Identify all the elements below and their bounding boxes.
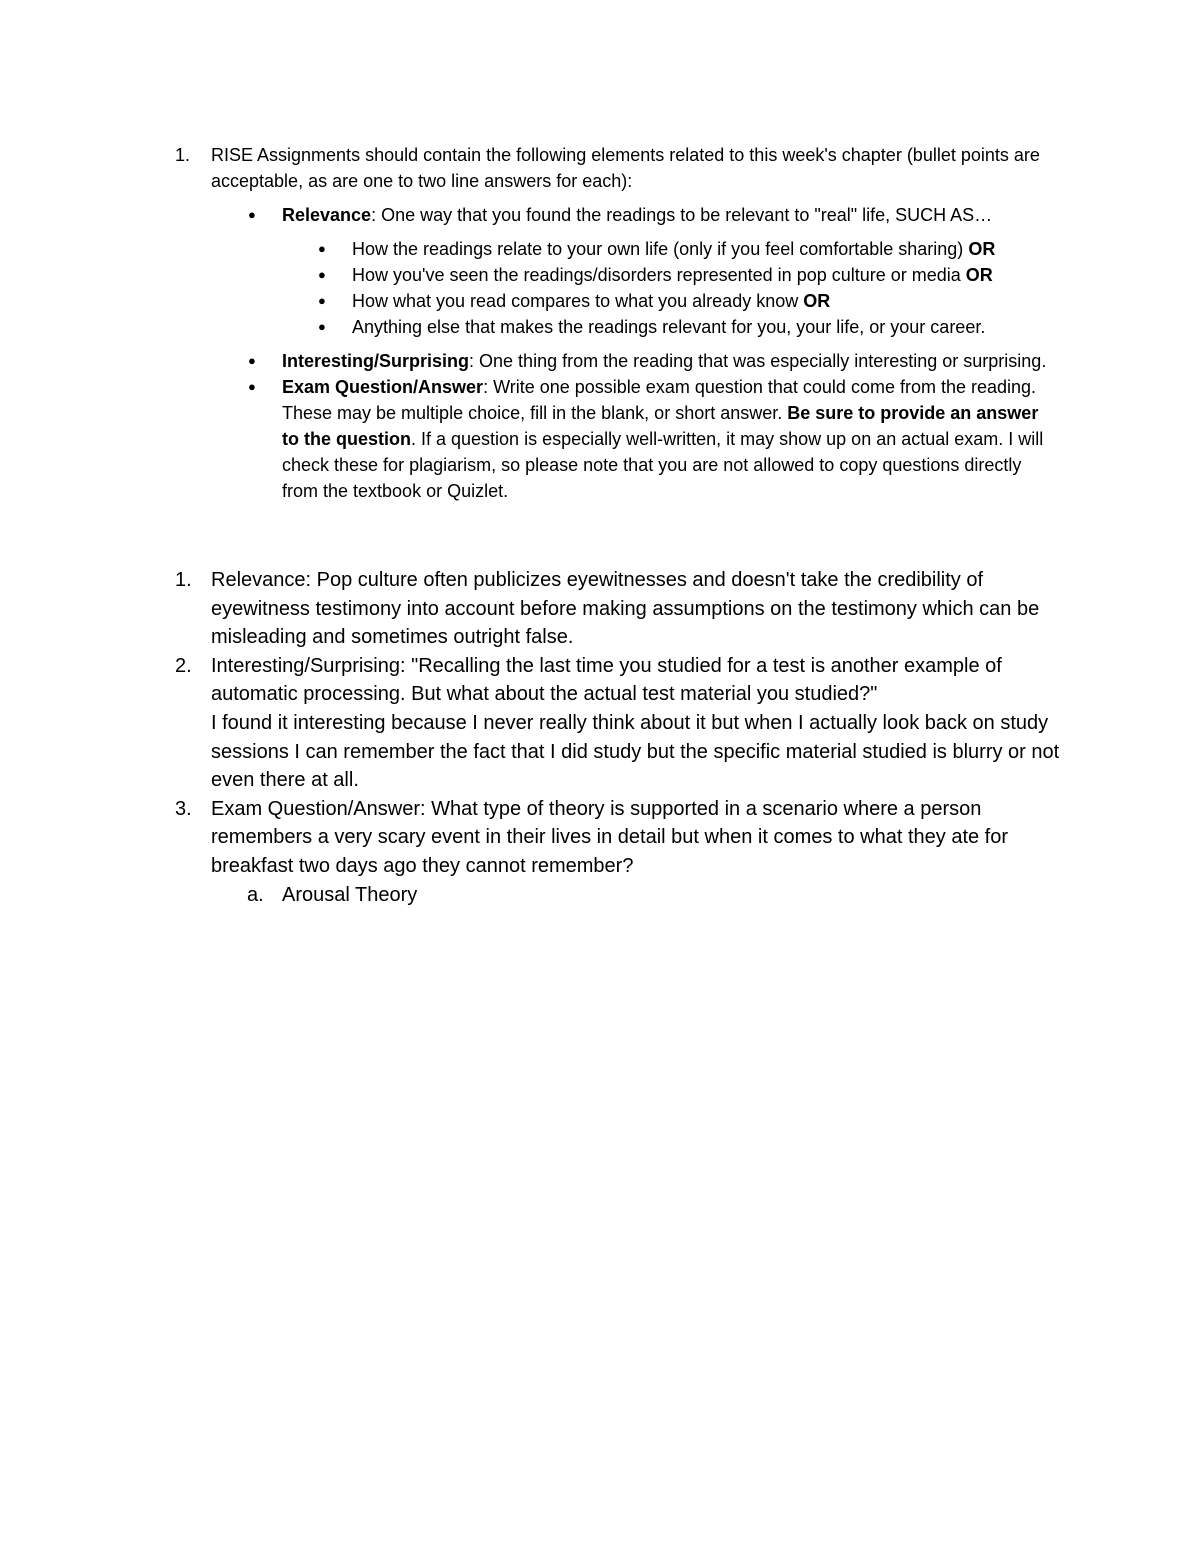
relevance-text: : One way that you found the readings to be relevant to "real" life, SUCH AS…: [371, 205, 993, 225]
student-answers: [0, 566, 1200, 909]
bullet-icon: ●: [318, 267, 326, 282]
answer-item-exam: [0, 795, 1200, 881]
sub-bullet-text: How the readings relate to your own life (only if you feel comfortable sharing): [352, 239, 969, 259]
bullet-exam: [0, 374, 1200, 504]
assignment-instructions: [0, 142, 1200, 504]
sub-bullet: [0, 262, 1200, 288]
list-number: 3.: [175, 797, 192, 820]
sub-bullet-or: OR: [965, 265, 993, 285]
answer-item-interesting: [0, 652, 1200, 795]
exam-text-continued: . If a question is especially well-written, it may show up on an actual exam. I will check these for plagiarism, so please note that you are not allowed to copy questions directly from the textbook or Quizlet.: [282, 429, 1044, 501]
bullet-interesting: [0, 348, 1200, 374]
sub-bullet: [0, 288, 1200, 314]
sub-bullet-or: OR: [803, 291, 831, 311]
list-number: 2.: [175, 654, 192, 677]
answer-text: Relevance: Pop culture often publicizes eyewitnesses and doesn't take the credibility of eyewitness testimony into account before making assumptions on the testimony which can be misleading and sometimes outright false.: [211, 569, 1040, 649]
bullet-relevance: [0, 202, 1200, 228]
exam-label: Exam Question/Answer: [282, 377, 484, 397]
bullet-icon: ●: [318, 293, 326, 308]
sub-bullet-text: Anything else that makes the readings relevant for you, your life, or your career.: [352, 317, 986, 337]
bullet-icon: ●: [248, 379, 256, 394]
list-number: 1.: [175, 145, 191, 165]
bullet-icon: ●: [318, 241, 326, 256]
instruction-item: [0, 142, 1200, 194]
answer-sub-text: Arousal Theory: [282, 883, 418, 906]
sub-bullet-or: OR: [968, 239, 996, 259]
answer-text: Interesting/Surprising: "Recalling the last time you studied for a test is another example of automatic processing. But what about the actual test material you studied?": [211, 654, 1002, 706]
answer-text: Exam Question/Answer: What type of theory is supported in a scenario where a person remembers a very scary event in their lives in detail but when it comes to what they ate for breakfast two days ago they cannot remember?: [211, 797, 1009, 877]
exam-bold-note: Be sure to provide an answer to the question: [282, 403, 1039, 449]
interesting-label: Interesting/Surprising: [282, 351, 470, 371]
relevance-label: Relevance: [282, 205, 372, 225]
list-letter: a.: [247, 883, 264, 906]
sub-bullet: [0, 314, 1200, 340]
bullet-icon: ●: [248, 353, 256, 368]
exam-text: : Write one possible exam question that could come from the reading. These may be multiple choice, fill in the blank, or short answer.: [282, 377, 1037, 423]
bullet-icon: ●: [248, 207, 256, 222]
bullet-icon: ●: [318, 319, 326, 334]
answer-text-extra: I found it interesting because I never really think about it but when I actually look back on study sessions I can remember the fact that I did study but the specific material studied is blurry or not even there at all.: [211, 711, 1060, 792]
sub-bullet-text: How what you read compares to what you already know: [352, 291, 804, 311]
answer-sub-item: [0, 881, 1200, 910]
sub-bullet: [0, 236, 1200, 262]
sub-bullet-text: How you've seen the readings/disorders represented in pop culture or media: [352, 265, 966, 285]
list-number: 1.: [175, 569, 192, 591]
answer-item-relevance: [0, 566, 1200, 652]
interesting-text: : One thing from the reading that was especially interesting or surprising.: [469, 351, 1047, 371]
instruction-intro: RISE Assignments should contain the following elements related to this week's chapter (bullet points are acceptable, as are one to two line answers for each):: [211, 145, 1040, 191]
